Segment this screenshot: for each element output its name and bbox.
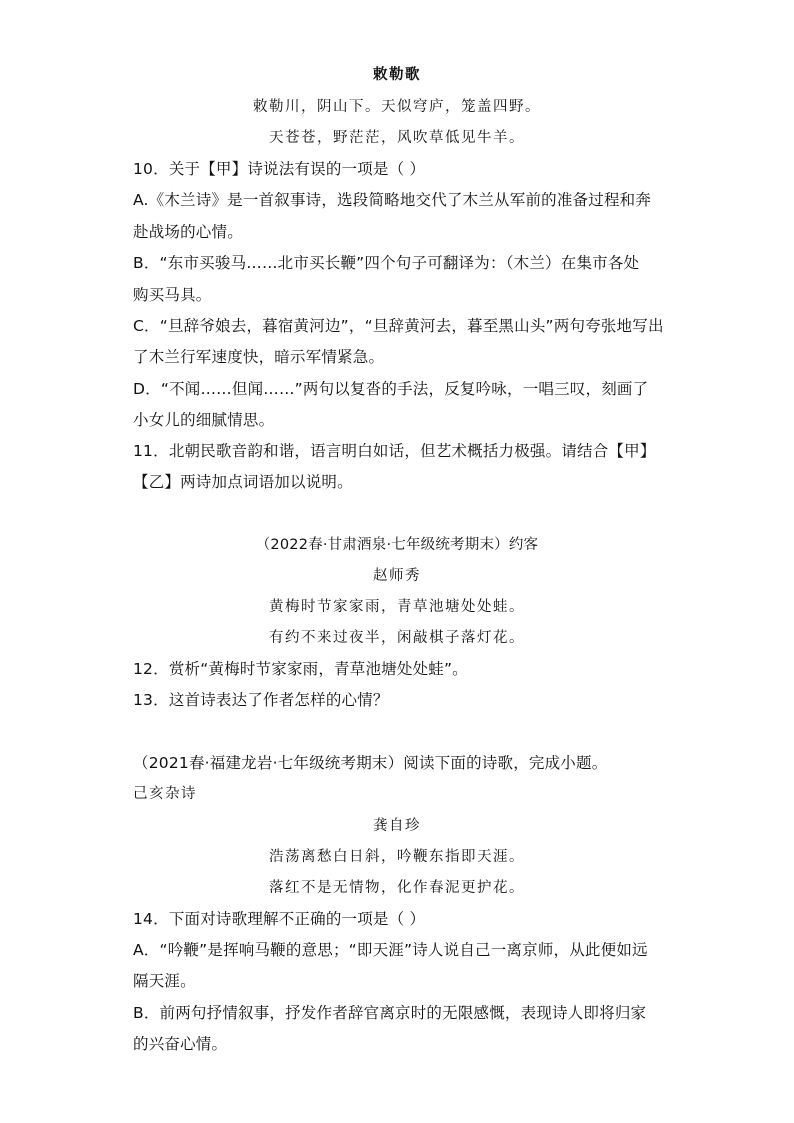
poem1-line-2: 天苍苍，野茫茫，风吹草低见牛羊。: [269, 130, 525, 146]
section3-author: 龚自珍: [373, 818, 421, 834]
question-10-option-a-cont: 赴战场的心情。: [133, 223, 243, 241]
question-13: 13．这首诗表达了作者怎样的心情？: [133, 691, 389, 709]
poem1-title: 敕勒歌: [373, 66, 421, 83]
question-10-option-c-cont: 了木兰行军速度快，暗示军情紧急。: [133, 348, 385, 366]
question-10-option-c: C．“旦辞爷娘去，暮宿黄河边”，“旦辞黄河去，暮至黑山头”两句夸张地写出: [133, 317, 664, 335]
section2-poem-line-1: 黄梅时节家家雨，青草池塘处处蛙。: [269, 599, 525, 615]
section3-poem-title: 己亥杂诗: [133, 786, 197, 802]
section3-source: （2021春·福建龙岩·七年级统考期末）阅读下面的诗歌，完成小题。: [133, 754, 608, 772]
question-14-option-b: B．前两句抒情叙事，抒发作者辞官离京时的无限感慨，表现诗人即将归家: [133, 1004, 647, 1022]
question-10-option-b-cont: 购买马具。: [133, 286, 212, 304]
question-11-line-1: 11．北朝民歌音韵和谐，语言明白如话，但艺术概括力极强。请结合【甲】: [133, 442, 656, 460]
question-11-line-2: 【乙】两诗加点词语加以说明。: [133, 473, 353, 491]
section2-poem-line-2: 有约不来过夜半，闲敲棋子落灯花。: [269, 630, 525, 646]
question-10-option-d: D．“不闻……但闻……”两句以复沓的手法，反复吟咏，一唱三叹，刻画了: [133, 380, 649, 398]
poem1-line-1: 敕勒川，阴山下。天似穹庐，笼盖四野。: [253, 99, 541, 115]
question-10-option-b: B．“东市买骏马……北市买长鞭”四个句子可翻译为：（木兰）在集市各处: [133, 254, 640, 272]
question-10-option-a: A.《木兰诗》是一首叙事诗，选段简略地交代了木兰从军前的准备过程和奔: [133, 191, 652, 209]
question-14-option-b-cont: 的兴奋心情。: [133, 1035, 228, 1053]
section2-author: 赵师秀: [373, 568, 421, 584]
question-10-option-d-cont: 小女儿的细腻情思。: [133, 411, 275, 429]
section3-poem-line-2: 落红不是无情物，化作春泥更护花。: [269, 880, 525, 896]
question-10-stem: 10．关于【甲】诗说法有误的一项是（ ）: [133, 160, 426, 178]
question-12: 12．赏析“黄梅时节家家雨，青草池塘处处蛙”。: [133, 660, 468, 678]
question-14-option-a: A．“吟鞭”是挥响马鞭的意思；“即天涯”诗人说自己一离京师，从此便如远: [133, 941, 648, 959]
section2-source: （2022春·甘肃酒泉·七年级统考期末）约客: [255, 537, 539, 553]
section3-poem-line-1: 浩荡离愁白日斜，吟鞭东指即天涯。: [269, 849, 525, 865]
question-14-stem: 14．下面对诗歌理解不正确的一项是（ ）: [133, 910, 426, 928]
question-14-option-a-cont: 隔天涯。: [133, 972, 196, 990]
